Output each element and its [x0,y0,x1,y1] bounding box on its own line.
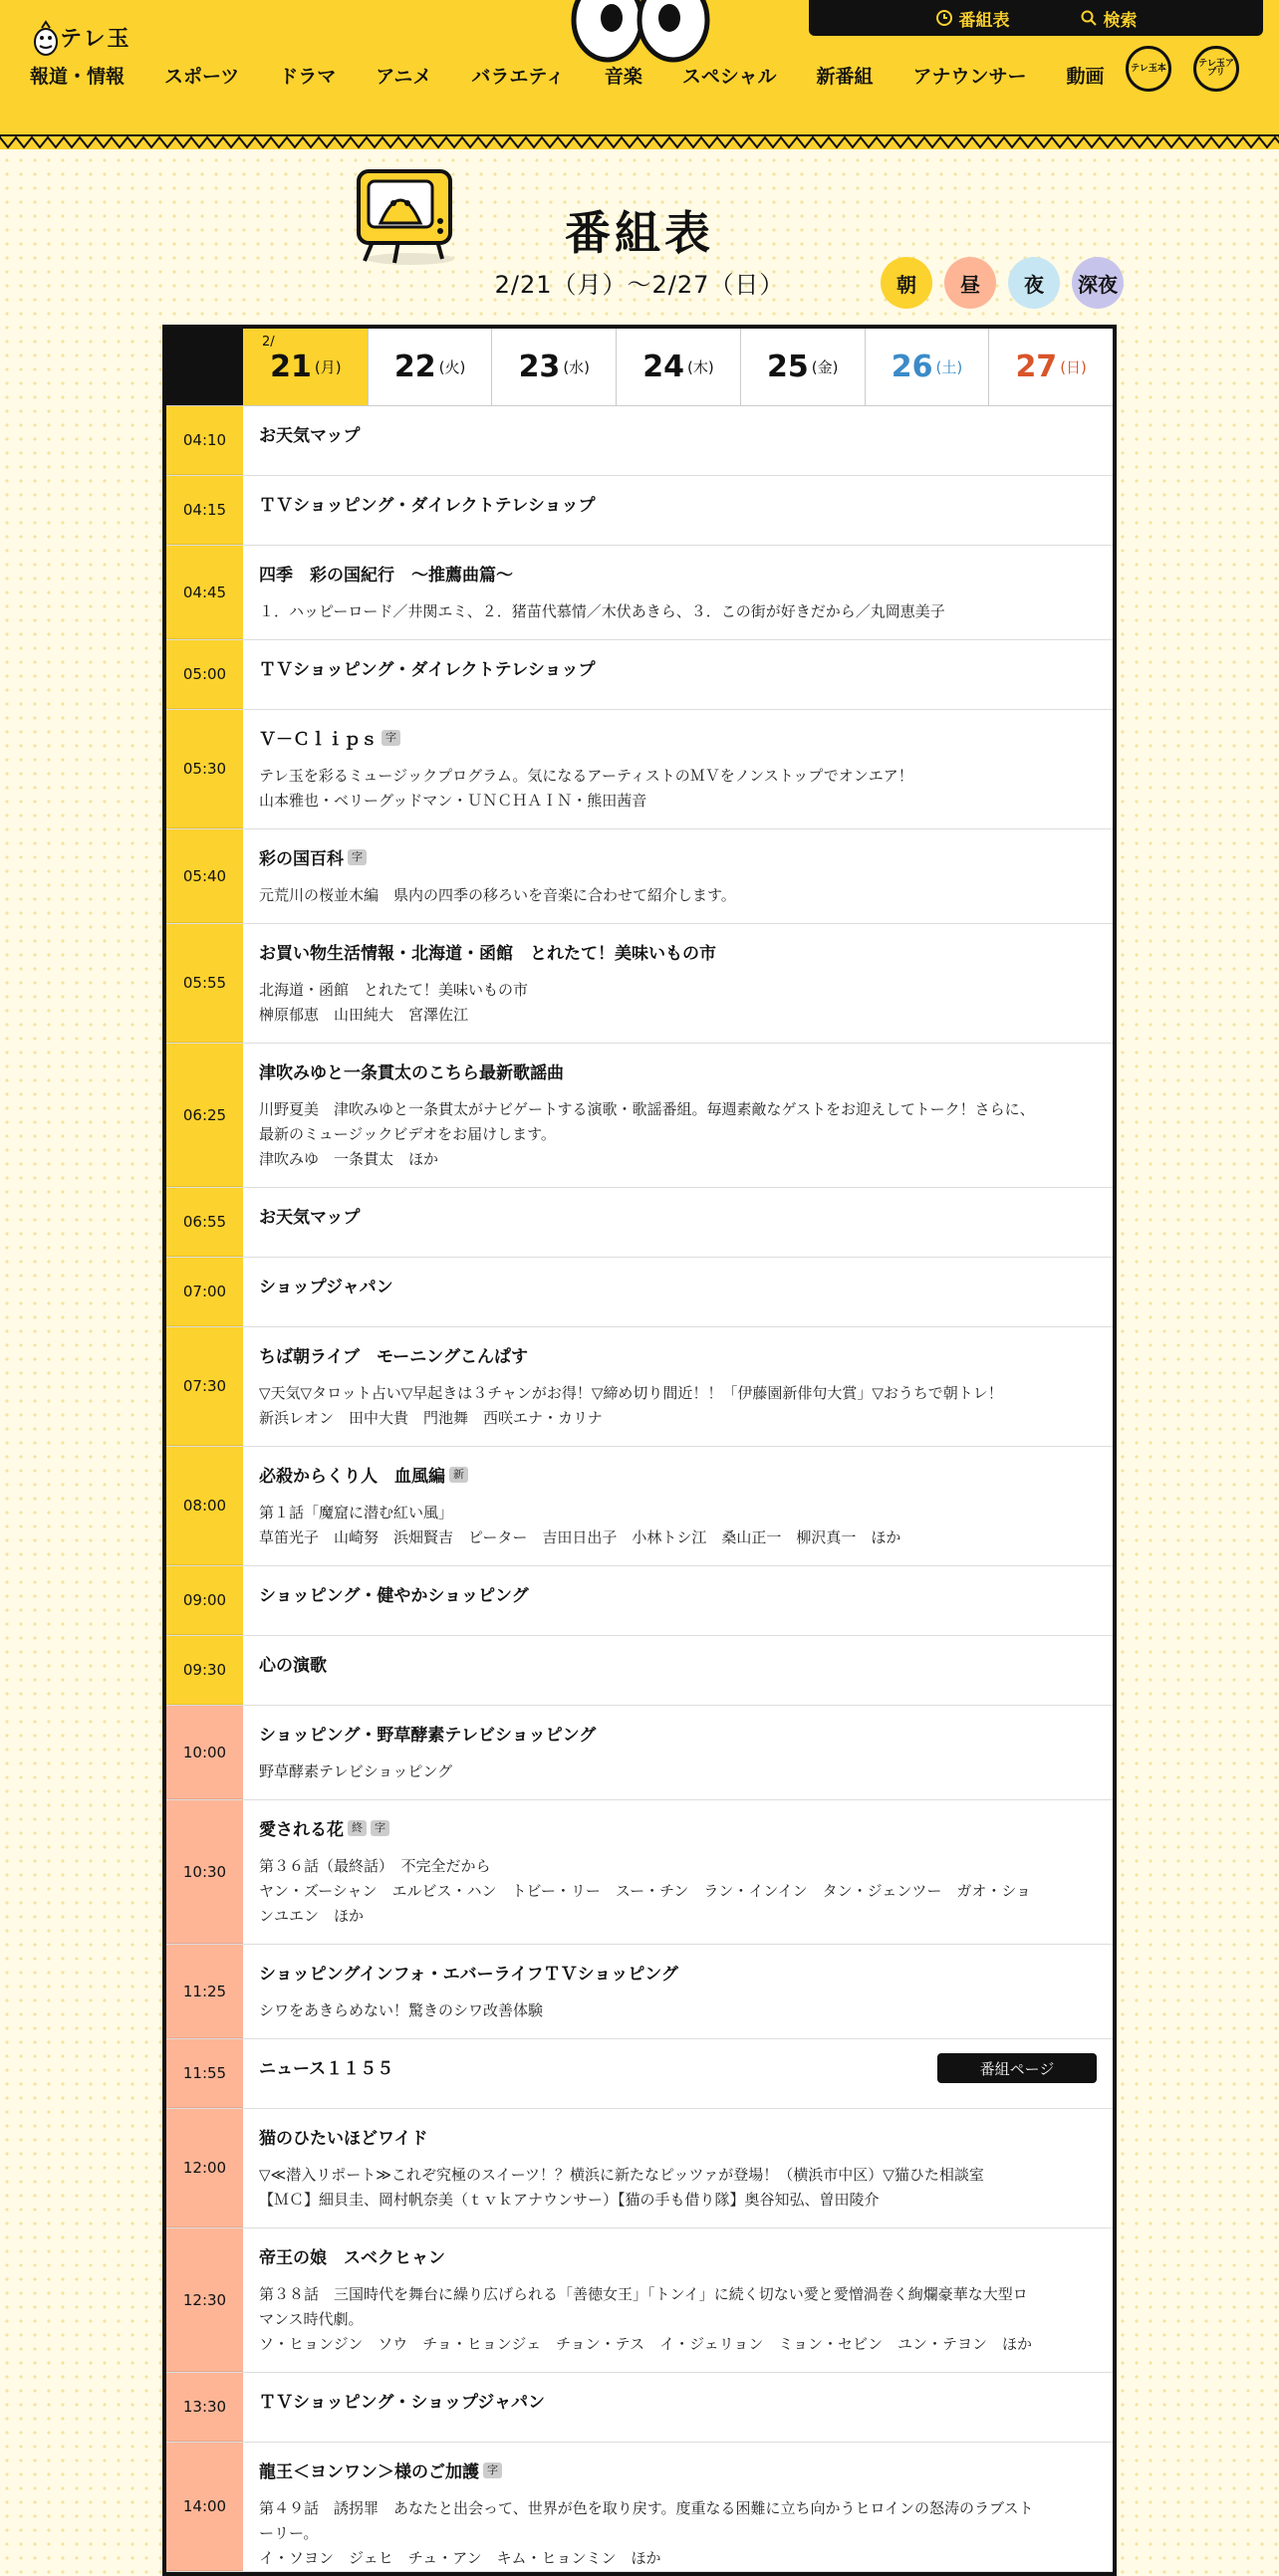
program-title-line [259,1462,1097,1487]
day-of-week: (水) [563,358,591,376]
program-content [243,1566,1113,1635]
program-time: 07:30 [166,1327,243,1446]
program-description [259,599,1097,624]
program-badge: 字 [483,2462,502,2478]
day-number: 21 [270,350,312,384]
program-title[interactable]: ＴＶショッピング・ショップジャパン [259,2393,545,2413]
program-description-line: 野草酵素テレビショッピング [259,1762,453,1780]
tab-daytime[interactable]: 昼 [944,257,996,309]
program-row[interactable] [166,1447,1113,1566]
program-title-line [259,844,1097,869]
program-description-line: ソ・ヒョンジン ソウ チョ・ヒョンジェ チョン・テス イ・ジェリョン ミョン・セビン ユン・テヨン ほか [259,2335,1033,2353]
program-title[interactable]: ショップジャパン [259,1278,393,1297]
day-of-week: (金) [811,358,839,376]
day-number: 26 [891,350,933,384]
program-time: 12:00 [166,2109,243,2227]
program-time: 05:40 [166,829,243,923]
program-title-line [259,1960,1097,1985]
day-selector [166,329,1113,406]
program-row[interactable] [166,2039,1113,2109]
day-tab-22[interactable] [368,329,492,405]
program-badge: 字 [371,1820,389,1836]
program-row[interactable] [166,924,1113,1044]
nav-variety[interactable]: バラエティ [471,65,565,88]
program-description-line: 最新のミュージックビデオをお届けします。 [259,1125,556,1143]
program-title[interactable]: 愛される花 [259,1820,344,1840]
program-time: 11:25 [166,1945,243,2038]
program-content [243,924,1113,1043]
program-badge: 終 [348,1820,367,1836]
program-row[interactable] [166,406,1113,476]
teletama-book-icon[interactable]: テレ玉本 [1126,46,1171,92]
program-page-button[interactable]: 番組ページ [937,2053,1097,2083]
topbar-search-link[interactable] [1080,6,1138,31]
day-tab-25[interactable] [740,329,865,405]
day-header-corner [166,329,243,405]
day-tab-23[interactable] [491,329,616,405]
day-number: 24 [642,350,685,384]
day-number: 25 [767,350,809,384]
schedule-table [162,325,1117,2576]
program-title-line [259,1815,1097,1840]
tab-morning[interactable]: 朝 [881,257,932,309]
header-zigzag [0,135,1279,151]
program-title-line [259,1203,1097,1228]
program-title[interactable]: 猫のひたいほどワイド [259,2129,428,2149]
day-of-week: (木) [687,358,714,376]
topbar-search-label: 検索 [1103,10,1138,31]
main-nav [30,60,1106,90]
program-title[interactable]: 彩の国百科 [259,849,344,869]
program-title-line [259,2243,1097,2268]
nav-special[interactable]: スペシャル [681,65,777,88]
program-description-line: １．ハッピーロード／井関エミ、２．猪苗代慕情／木伏あきら、３．この街が好きだから／丸岡恵美子 [259,602,945,620]
program-time: 05:55 [166,924,243,1043]
program-content [243,1636,1113,1705]
program-time: 04:10 [166,406,243,475]
day-number: 22 [393,350,436,384]
program-row[interactable] [166,476,1113,546]
program-description-line: 第３６話（最終話） 不完全だから [259,1857,491,1875]
program-description-line: マンス時代劇。 [259,2310,364,2328]
program-time: 08:00 [166,1447,243,1565]
page-title: 番組表 [565,206,714,260]
program-title[interactable]: ＴＶショッピング・ダイレクトテレショップ [259,660,596,680]
program-row[interactable] [166,1188,1113,1258]
program-title-line [259,1058,1097,1083]
program-title[interactable]: Ｖ－Ｃｌｉｐｓ [259,730,378,750]
program-description [259,1998,1097,2023]
search-icon [1080,9,1098,27]
program-content [243,2039,1113,2108]
program-row[interactable] [166,1566,1113,1636]
program-description-line: ンユエン ほか [259,1907,365,1925]
program-description [259,1854,1097,1929]
program-content [243,640,1113,709]
program-title-line [259,2388,1097,2413]
program-row[interactable] [166,1800,1113,1945]
nav-videos[interactable]: 動画 [1066,65,1105,88]
program-content [243,829,1113,923]
day-tab-26[interactable] [865,329,989,405]
program-title[interactable]: 必殺からくり人 血風編 [259,1467,445,1487]
program-badge: 字 [382,730,400,746]
program-row[interactable] [166,2443,1113,2572]
day-tab-27[interactable] [988,329,1113,405]
program-description-line: 津吹みゆ 一条貫太 ほか [259,1150,439,1168]
program-badge: 字 [348,849,367,865]
program-row[interactable] [166,640,1113,710]
program-description-line: 【ＭＣ】細貝圭、岡村帆奈美（ｔｖｋアナウンサー）【猫の手も借り隊】奥谷知弘、曽田陵介 [259,2191,880,2209]
day-of-week: (月) [314,358,342,376]
program-title-line [259,491,1097,516]
tab-night[interactable]: 夜 [1008,257,1060,309]
program-title-line [259,2458,1097,2482]
nav-sports[interactable]: スポーツ [164,65,240,88]
program-description-line: 第１話「魔窟に潜む紅い風」 [259,1504,454,1522]
program-content [243,1258,1113,1326]
day-month: 2/ [262,335,275,350]
program-content [243,406,1113,475]
program-content [243,2109,1113,2227]
program-badge: 新 [449,1467,468,1483]
program-title[interactable]: 四季 彩の国紀行 ～推薦曲篇～ [259,566,513,585]
program-description [259,1501,1097,1550]
program-description [259,883,1097,908]
program-row[interactable] [166,1327,1113,1447]
nav-music[interactable]: 音楽 [604,65,642,88]
program-time: 07:00 [166,1258,243,1326]
program-time: 09:00 [166,1566,243,1635]
program-content [243,1447,1113,1565]
topbar [809,0,1263,36]
program-title-line [259,1581,1097,1606]
program-row[interactable] [166,1636,1113,1706]
program-content [243,710,1113,828]
program-time: 04:15 [166,476,243,545]
program-description-line: ヤン・ズーシャン エルビス・ハン トビー・リー スー・チン ラン・インイン タン・ジェンツー ガオ・ショ [259,1882,1032,1900]
program-title-line [259,1651,1097,1676]
program-description-line: 榊原郁恵 山田純大 宮澤佐江 [259,1006,469,1024]
program-content [243,1327,1113,1446]
program-row[interactable] [166,2228,1113,2373]
program-time: 11:55 [166,2039,243,2108]
day-of-week: (土) [935,358,963,376]
day-number: 23 [518,350,561,384]
program-time: 06:55 [166,1188,243,1257]
logo-text[interactable]: テレ玉 [60,27,131,52]
program-description-line: 川野夏美 津吹みゆと一条貫太がナビゲートする演歌・歌謡番組。毎週素敵なゲストをお迎えしてトーク！さらに、 [259,1100,1035,1118]
program-description-line: 北海道・函館 とれたて！美味いもの市 [259,981,529,999]
program-title[interactable]: お天気マップ [259,426,361,446]
nav-icons [1126,46,1239,92]
program-title-line [259,939,1097,964]
topbar-schedule-link[interactable] [935,6,1010,31]
program-title[interactable]: 津吹みゆと一条貫太のこちら最新歌謡曲 [259,1063,564,1083]
program-title-line [259,561,1097,585]
program-content [243,1044,1113,1187]
program-description [259,2496,1097,2571]
day-tab-21[interactable] [243,329,368,405]
program-description-line: 山本雅也・ベリーグッドマン・ＵＮＣＨＡＩＮ・熊田茜音 [259,792,647,810]
time-of-day-tabs [881,257,1124,309]
topbar-schedule-label: 番組表 [958,10,1010,31]
program-description [259,1097,1097,1172]
program-title[interactable]: 龍王＜ヨンワン＞様のご加護 [259,2462,479,2482]
program-title[interactable]: お買い物生活情報・北海道・函館 とれたて！美味いもの市 [259,944,716,964]
program-title-line [259,2124,1097,2149]
nav-announcers[interactable]: アナウンサー [912,65,1027,88]
program-time: 06:25 [166,1044,243,1187]
program-description [259,1381,1097,1431]
program-description-line: ▽天気▽タロット占い▽早起きは３チャンがお得！▽締め切り間近！！「伊藤園新俳句大賞」▽おうちで朝トレ！ [259,1384,1003,1402]
program-row[interactable] [166,546,1113,640]
program-content [243,2443,1113,2571]
program-description-line: 草笛光子 山崎努 浜畑賢吉 ピーター 吉田日出子 小林トシ江 桑山正一 柳沢真一 ほか [259,1528,901,1546]
program-time: 09:30 [166,1636,243,1705]
nav-drama[interactable]: ドラマ [279,65,337,88]
program-description-line: ーリー。 [259,2524,319,2542]
program-description [259,764,1097,814]
program-description [259,978,1097,1028]
program-row[interactable] [166,2373,1113,2443]
day-number: 27 [1015,350,1058,384]
program-description-line: ▽≪潜入リポート≫これぞ究極のスイーツ！？横浜に新たなピッツァが登場！（横浜市中区）▽猫ひた相談室 [259,2166,984,2184]
program-time: 05:30 [166,710,243,828]
tab-late-night[interactable]: 深夜 [1072,257,1124,309]
program-description-line: 新浜レオン 田中大貴 門池舞 西咲エナ・カリナ [259,1409,603,1427]
teletama-app-icon[interactable]: テレ玉アプリ [1193,46,1239,92]
program-time: 10:00 [166,1706,243,1799]
program-time: 12:30 [166,2228,243,2372]
program-description-line: 第３８話 三国時代を舞台に繰り広げられる「善徳女王」「トンイ」に続く切ない愛と愛憎渦巻く絢爛豪華な大型ロ [259,2285,1028,2303]
program-content [243,1800,1113,1944]
program-content [243,476,1113,545]
date-range: 2/21（月）〜2/27（日） [494,271,785,299]
program-title-line [259,1721,1097,1746]
program-description [259,1759,1097,1784]
day-of-week: (日) [1060,358,1087,376]
program-row[interactable] [166,829,1113,924]
program-title[interactable]: 心の演歌 [259,1656,327,1676]
nav-anime[interactable]: アニメ [376,65,432,88]
program-content [243,1945,1113,2038]
day-of-week: (火) [438,358,466,376]
program-title[interactable]: 帝王の娘 スベクヒャン [259,2248,445,2268]
program-content [243,2228,1113,2372]
program-content [243,1706,1113,1799]
clock-icon [935,9,953,27]
program-row[interactable] [166,1044,1113,1188]
program-title[interactable]: ショッピング・野草酵素テレビショッピング [259,1726,597,1746]
program-title-line [259,1273,1097,1297]
program-row[interactable] [166,710,1113,829]
program-time: 14:00 [166,2443,243,2571]
program-time: 10:30 [166,1800,243,1944]
program-description-line: 元荒川の桜並木編 県内の四季の移ろいを音楽に合わせて紹介します。 [259,886,736,904]
program-content [243,1188,1113,1257]
program-title[interactable]: お天気マップ [259,1208,361,1228]
program-title[interactable]: ちば朝ライブ モーニングこんぱす [259,1347,528,1367]
nav-news[interactable]: 報道・情報 [30,65,126,88]
program-time: 05:00 [166,640,243,709]
program-title[interactable]: ショッピング・健やかショッピング [259,1586,529,1606]
program-title-line [259,655,1097,680]
program-description-line: イ・ソヨン ジェヒ チュ・アン キム・ヒョンミン ほか [259,2549,661,2567]
program-title-line [259,1342,1097,1367]
day-tab-24[interactable] [616,329,740,405]
program-row[interactable] [166,1945,1113,2039]
program-title[interactable]: ショッピングインフォ・エバーライフＴＶショッピング [259,1965,678,1985]
program-content [243,546,1113,639]
program-description [259,2282,1097,2357]
program-description-line: テレ玉を彩るミュージックプログラム。気になるアーティストのＭＶをノンストップでオンエア！ [259,767,913,785]
program-title[interactable]: ＴＶショッピング・ダイレクトテレショップ [259,496,596,516]
nav-new-programs[interactable]: 新番組 [816,65,874,88]
program-title-line [259,725,1097,750]
program-description-line: 第４９話 誘拐罪 あなたと出会って、世界が色を取り戻す。度重なる困難に立ち向かうヒロインの怒涛のラブスト [259,2499,1034,2517]
program-time: 04:45 [166,546,243,639]
program-description [259,2163,1097,2213]
program-title[interactable]: ニュース１１５５ [259,2059,394,2079]
program-row[interactable] [166,1258,1113,1327]
program-content [243,2373,1113,2442]
program-title-line [259,421,1097,446]
program-row[interactable] [166,2109,1113,2228]
site-header [0,0,1279,149]
program-row[interactable] [166,1706,1113,1800]
program-list [166,406,1113,2572]
program-description-line: シワをあきらめない！驚きのシワ改善体験 [259,2001,544,2019]
program-time: 13:30 [166,2373,243,2442]
